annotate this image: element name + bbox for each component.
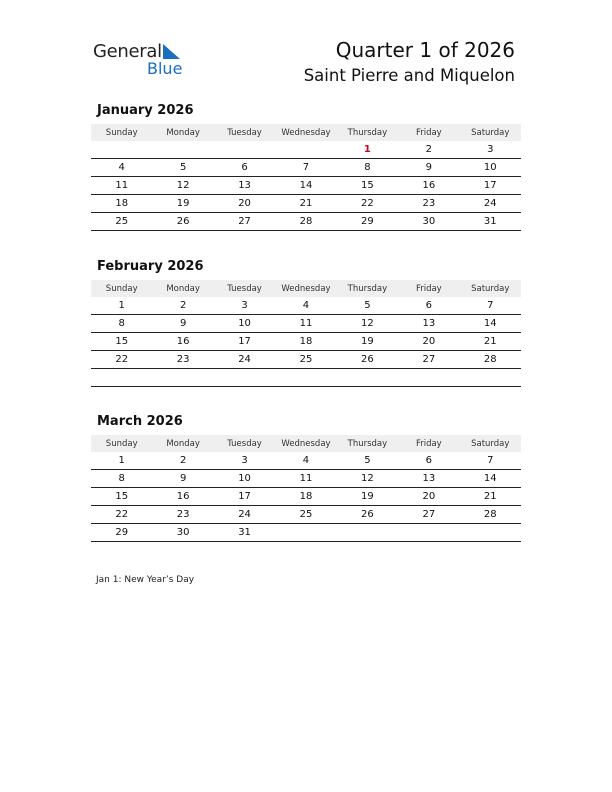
day-cell: 5 xyxy=(152,159,213,177)
weekday-header: Sunday xyxy=(91,124,152,141)
day-cell: 4 xyxy=(275,452,336,470)
day-cell: 27 xyxy=(214,213,275,231)
day-cell: 13 xyxy=(398,470,459,488)
day-cell: 10 xyxy=(460,159,521,177)
calendar-table xyxy=(91,435,521,542)
day-cell: 7 xyxy=(275,159,336,177)
weekday-header: Wednesday xyxy=(275,435,336,452)
day-cell: 11 xyxy=(275,470,336,488)
day-cell: 28 xyxy=(460,351,521,369)
day-cell: 6 xyxy=(398,452,459,470)
day-cell: 16 xyxy=(398,177,459,195)
logo-general-text: General xyxy=(93,41,162,62)
day-cell: 2 xyxy=(152,297,213,315)
week-row xyxy=(91,213,521,231)
day-cell: 16 xyxy=(152,333,213,351)
day-cell xyxy=(337,524,398,542)
day-cell: 28 xyxy=(275,213,336,231)
day-cell: 22 xyxy=(91,351,152,369)
day-cell: 12 xyxy=(337,315,398,333)
day-cell: 18 xyxy=(275,333,336,351)
day-cell: 10 xyxy=(214,470,275,488)
day-cell: 18 xyxy=(91,195,152,213)
day-cell: 28 xyxy=(460,506,521,524)
day-cell: 20 xyxy=(398,333,459,351)
day-cell: 30 xyxy=(152,524,213,542)
day-cell: 26 xyxy=(337,351,398,369)
day-cell: 31 xyxy=(460,213,521,231)
day-cell: 11 xyxy=(275,315,336,333)
week-row xyxy=(91,177,521,195)
day-cell: 1 xyxy=(91,297,152,315)
day-cell: 5 xyxy=(337,297,398,315)
week-row xyxy=(91,470,521,488)
day-cell: 3 xyxy=(214,452,275,470)
weekday-header: Thursday xyxy=(337,280,398,297)
day-cell: 18 xyxy=(275,488,336,506)
day-cell: 25 xyxy=(275,351,336,369)
day-cell: 6 xyxy=(398,297,459,315)
day-cell: 5 xyxy=(337,452,398,470)
weekday-header: Monday xyxy=(152,124,213,141)
month-title: January 2026 xyxy=(97,103,194,118)
day-cell: 13 xyxy=(398,315,459,333)
day-cell: 1 xyxy=(337,141,398,159)
day-cell xyxy=(214,369,275,387)
day-cell: 27 xyxy=(398,351,459,369)
week-row xyxy=(91,315,521,333)
month-january xyxy=(91,103,521,231)
day-cell: 26 xyxy=(337,506,398,524)
logo-blue-text: Blue xyxy=(147,59,183,78)
day-cell xyxy=(275,141,336,159)
day-cell: 17 xyxy=(214,333,275,351)
week-row xyxy=(91,195,521,213)
day-cell: 8 xyxy=(91,470,152,488)
weekday-header-row xyxy=(91,435,521,452)
day-cell: 3 xyxy=(214,297,275,315)
weekday-header: Saturday xyxy=(460,124,521,141)
day-cell: 19 xyxy=(337,488,398,506)
weekday-header: Monday xyxy=(152,280,213,297)
day-cell: 4 xyxy=(275,297,336,315)
generalblue-logo xyxy=(93,41,193,81)
day-cell: 16 xyxy=(152,488,213,506)
day-cell: 17 xyxy=(460,177,521,195)
weekday-header: Friday xyxy=(398,124,459,141)
weekday-header: Monday xyxy=(152,435,213,452)
weekday-header-row xyxy=(91,280,521,297)
day-cell: 31 xyxy=(214,524,275,542)
day-cell: 8 xyxy=(337,159,398,177)
weekday-header: Thursday xyxy=(337,124,398,141)
day-cell: 24 xyxy=(460,195,521,213)
blue-triangle-flag-icon xyxy=(161,44,181,60)
week-row xyxy=(91,488,521,506)
weekday-header: Wednesday xyxy=(275,280,336,297)
day-cell xyxy=(460,369,521,387)
calendar-table xyxy=(91,124,521,231)
weekday-header: Friday xyxy=(398,280,459,297)
calendar-table xyxy=(91,280,521,387)
week-row xyxy=(91,452,521,470)
day-cell xyxy=(91,141,152,159)
week-row xyxy=(91,369,521,387)
day-cell: 20 xyxy=(214,195,275,213)
day-cell: 24 xyxy=(214,506,275,524)
day-cell: 12 xyxy=(337,470,398,488)
day-cell: 25 xyxy=(275,506,336,524)
day-cell: 23 xyxy=(398,195,459,213)
day-cell: 9 xyxy=(398,159,459,177)
day-cell: 12 xyxy=(152,177,213,195)
day-cell: 14 xyxy=(460,470,521,488)
weekday-header: Tuesday xyxy=(214,435,275,452)
day-cell: 29 xyxy=(91,524,152,542)
day-cell xyxy=(275,369,336,387)
holiday-note: Jan 1: New Year’s Day xyxy=(96,575,195,585)
day-cell: 23 xyxy=(152,506,213,524)
day-cell xyxy=(91,369,152,387)
month-february xyxy=(91,259,521,387)
day-cell: 15 xyxy=(337,177,398,195)
day-cell: 20 xyxy=(398,488,459,506)
day-cell: 8 xyxy=(91,315,152,333)
day-cell: 19 xyxy=(337,333,398,351)
day-cell: 30 xyxy=(398,213,459,231)
day-cell: 2 xyxy=(398,141,459,159)
day-cell: 11 xyxy=(91,177,152,195)
day-cell: 26 xyxy=(152,213,213,231)
day-cell: 25 xyxy=(91,213,152,231)
day-cell xyxy=(152,369,213,387)
day-cell: 9 xyxy=(152,470,213,488)
week-row xyxy=(91,333,521,351)
week-row xyxy=(91,159,521,177)
day-cell: 21 xyxy=(460,488,521,506)
day-cell: 6 xyxy=(214,159,275,177)
day-cell: 19 xyxy=(152,195,213,213)
week-row xyxy=(91,141,521,159)
day-cell: 13 xyxy=(214,177,275,195)
month-march xyxy=(91,414,521,542)
day-cell: 1 xyxy=(91,452,152,470)
day-cell: 15 xyxy=(91,488,152,506)
day-cell xyxy=(460,524,521,542)
weekday-header: Sunday xyxy=(91,435,152,452)
day-cell xyxy=(398,369,459,387)
day-cell: 15 xyxy=(91,333,152,351)
day-cell: 21 xyxy=(460,333,521,351)
day-cell xyxy=(337,369,398,387)
page-title: Quarter 1 of 2026 xyxy=(335,38,515,62)
weekday-header: Wednesday xyxy=(275,124,336,141)
weekday-header: Thursday xyxy=(337,435,398,452)
day-cell: 17 xyxy=(214,488,275,506)
day-cell: 22 xyxy=(91,506,152,524)
day-cell xyxy=(152,141,213,159)
day-cell: 7 xyxy=(460,297,521,315)
day-cell: 9 xyxy=(152,315,213,333)
day-cell: 29 xyxy=(337,213,398,231)
week-row xyxy=(91,506,521,524)
month-title: March 2026 xyxy=(97,414,183,429)
month-title: February 2026 xyxy=(97,259,204,274)
day-cell: 21 xyxy=(275,195,336,213)
week-row xyxy=(91,524,521,542)
day-cell: 2 xyxy=(152,452,213,470)
day-cell: 22 xyxy=(337,195,398,213)
day-cell: 23 xyxy=(152,351,213,369)
week-row xyxy=(91,351,521,369)
page-subtitle: Saint Pierre and Miquelon xyxy=(303,66,515,85)
day-cell: 24 xyxy=(214,351,275,369)
weekday-header: Saturday xyxy=(460,435,521,452)
day-cell: 14 xyxy=(275,177,336,195)
day-cell xyxy=(398,524,459,542)
weekday-header: Sunday xyxy=(91,280,152,297)
day-cell: 4 xyxy=(91,159,152,177)
day-cell: 10 xyxy=(214,315,275,333)
day-cell xyxy=(214,141,275,159)
weekday-header: Tuesday xyxy=(214,280,275,297)
day-cell xyxy=(275,524,336,542)
weekday-header: Tuesday xyxy=(214,124,275,141)
day-cell: 3 xyxy=(460,141,521,159)
day-cell: 7 xyxy=(460,452,521,470)
weekday-header: Friday xyxy=(398,435,459,452)
weekday-header-row xyxy=(91,124,521,141)
week-row xyxy=(91,297,521,315)
day-cell: 27 xyxy=(398,506,459,524)
day-cell: 14 xyxy=(460,315,521,333)
weekday-header: Saturday xyxy=(460,280,521,297)
